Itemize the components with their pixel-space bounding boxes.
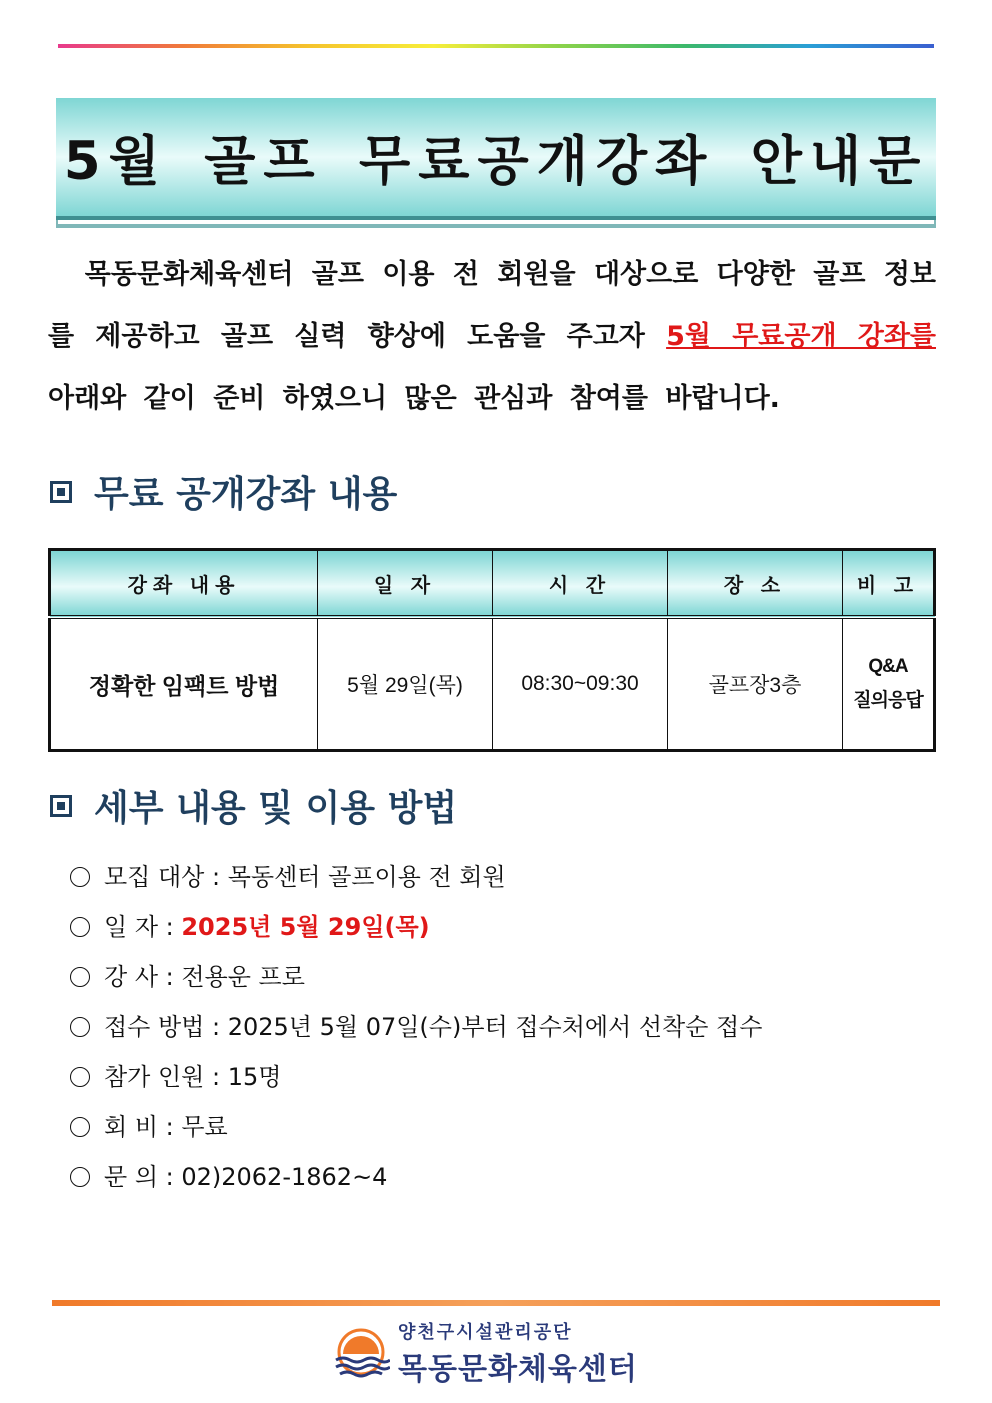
circle-bullet-icon: [70, 917, 90, 937]
circle-bullet-icon: [70, 1167, 90, 1187]
footer-divider: [52, 1300, 940, 1306]
detail-value: 전용운 프로: [181, 963, 305, 991]
org-name-small: 양천구시설관리공단: [398, 1322, 573, 1343]
lecture-table: [48, 548, 936, 752]
square-bullet-icon: [50, 481, 72, 503]
cell-place: 골프장3층: [668, 617, 843, 751]
detail-value: 무료: [181, 1113, 228, 1141]
detail-value: 15명: [227, 1063, 282, 1091]
note-line-2: 질의응답: [853, 690, 923, 711]
detail-value: 목동센터 골프이용 전 회원: [227, 863, 506, 891]
detail-value: 2025년 5월 07일(수)부터 접수처에서 선착순 접수: [227, 1013, 763, 1041]
section-heading-lecture: [50, 466, 397, 517]
detail-label: 참가 인원 :: [104, 1063, 228, 1091]
table-row: [50, 617, 935, 751]
circle-bullet-icon: [70, 867, 90, 887]
circle-bullet-icon: [70, 1017, 90, 1037]
title-banner: [56, 98, 936, 220]
cell-date: 5월 29일(목): [318, 617, 493, 751]
table-header-row: [50, 550, 935, 618]
detail-label: 강 사 :: [104, 963, 182, 991]
cell-time: 08:30~09:30: [493, 617, 668, 751]
detail-label: 모집 대상 :: [104, 863, 228, 891]
detail-value: 2025년 5월 29일(목): [181, 913, 430, 941]
detail-label: 일 자 :: [104, 913, 182, 941]
cell-note: [843, 617, 935, 751]
intro-text-2: 아래와 같이 준비 하였으니 많은 관심과 참여를 바랍니다.: [48, 383, 780, 414]
detail-label: 회 비 :: [104, 1113, 182, 1141]
list-item: [70, 1152, 762, 1202]
footer-logo: [332, 1318, 638, 1388]
footer-org-text: [398, 1318, 638, 1388]
detail-label: 문 의 :: [104, 1163, 182, 1191]
intro-paragraph: [48, 244, 936, 430]
header-time: 시 간: [493, 550, 668, 618]
header-place: 장 소: [668, 550, 843, 618]
cell-course: 정확한 임팩트 방법: [50, 617, 318, 751]
intro-text-1: 목동문화체육센터 골프 이용 전 회원을 대상으로 다양한 골프 정보를 제공하고 골프 실력 향상에 도움을 주고자: [48, 259, 936, 352]
list-item: [70, 952, 762, 1002]
circle-bullet-icon: [70, 1067, 90, 1087]
details-list: [70, 852, 762, 1202]
header-note: 비 고: [843, 550, 935, 618]
note-line-1: Q&A: [868, 656, 908, 677]
list-item: [70, 852, 762, 902]
list-item: [70, 1002, 762, 1052]
section-heading-details: [50, 780, 457, 831]
page-title: 5월 골프 무료공개강좌 안내문: [63, 131, 929, 192]
list-item: [70, 1052, 762, 1102]
circle-bullet-icon: [70, 1117, 90, 1137]
sun-wave-logo-icon: [332, 1326, 390, 1380]
square-bullet-icon: [50, 795, 72, 817]
section-title-text: 무료 공개강좌 내용: [94, 474, 398, 515]
header-course: 강좌 내용: [50, 550, 318, 618]
top-rainbow-divider: [58, 44, 934, 48]
list-item: [70, 1102, 762, 1152]
detail-label: 접수 방법 :: [104, 1013, 228, 1041]
circle-bullet-icon: [70, 967, 90, 987]
list-item: [70, 902, 762, 952]
header-date: 일 자: [318, 550, 493, 618]
section-title-text: 세부 내용 및 이용 방법: [94, 788, 458, 829]
org-name-big: 목동문화체육센터: [398, 1352, 638, 1387]
intro-highlight: 5월 무료공개 강좌를: [666, 321, 936, 352]
detail-value: 02)2062-1862~4: [181, 1163, 388, 1191]
